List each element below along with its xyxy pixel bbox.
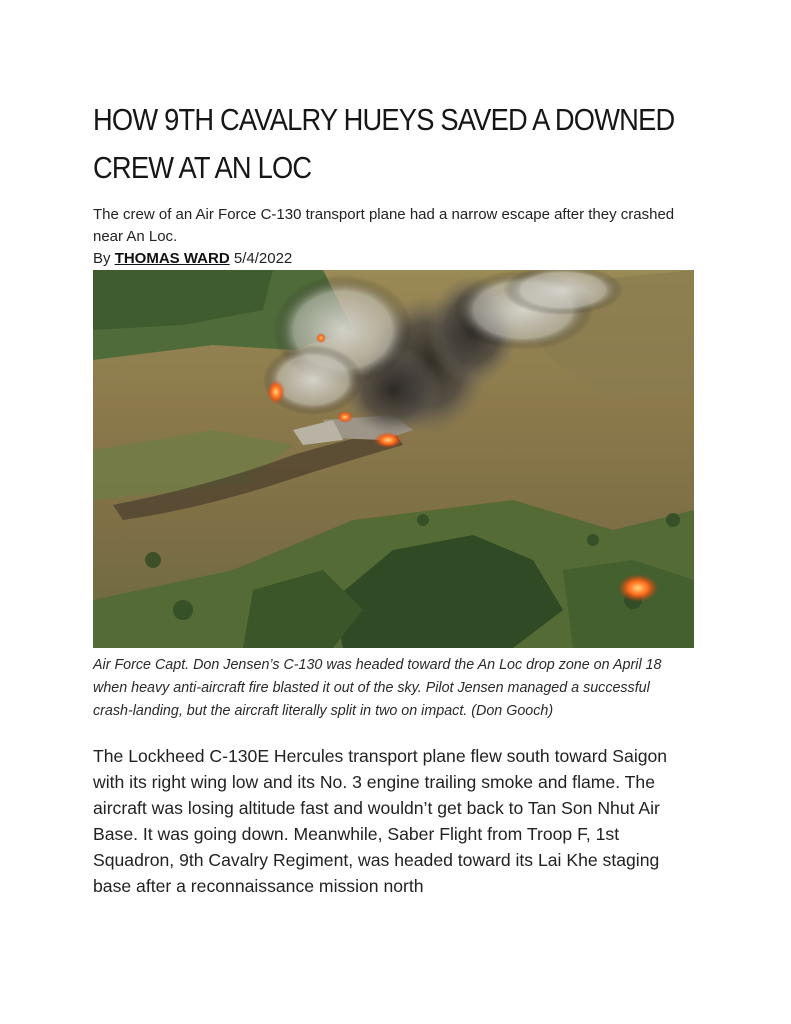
article-headline: HOW 9TH CAVALRY HUEYS SAVED A DOWNED CREW AT AN LOC	[93, 102, 675, 185]
byline-prefix: By	[93, 250, 111, 267]
article	[93, 96, 698, 899]
article-dek: The crew of an Air Force C-130 transport plane had a narrow escape after they crashed near An Loc.	[93, 206, 675, 245]
publish-date: 5/4/2022	[233, 250, 293, 267]
crash-site-photo	[93, 270, 694, 648]
author-link[interactable]: THOMAS WARD	[114, 250, 230, 267]
photo-caption: Air Force Capt. Don Jensen’s C-130 was headed toward the An Loc drop zone on April 18 when heavy anti-aircraft fire blasted it out of the sky. Pilot Jensen managed a successful crash-landing, but the aircraft literally split in two on impact. (Don Gooch)	[93, 657, 662, 719]
byline	[93, 248, 698, 270]
body-paragraph: The Lockheed C-130E Hercules transport plane flew south toward Saigon with its right wing low and its No. 3 engine trailing smoke and flame. The aircraft was losing altitude fast and wouldn’t get back to Tan Son Nhut Air Base. It was going down. Meanwhile, Saber Flight from Troop F, 1st Squadron, 9th Cavalry Regiment, was headed toward its Lai Khe staging base after a reconnaissance mission north	[93, 746, 668, 896]
